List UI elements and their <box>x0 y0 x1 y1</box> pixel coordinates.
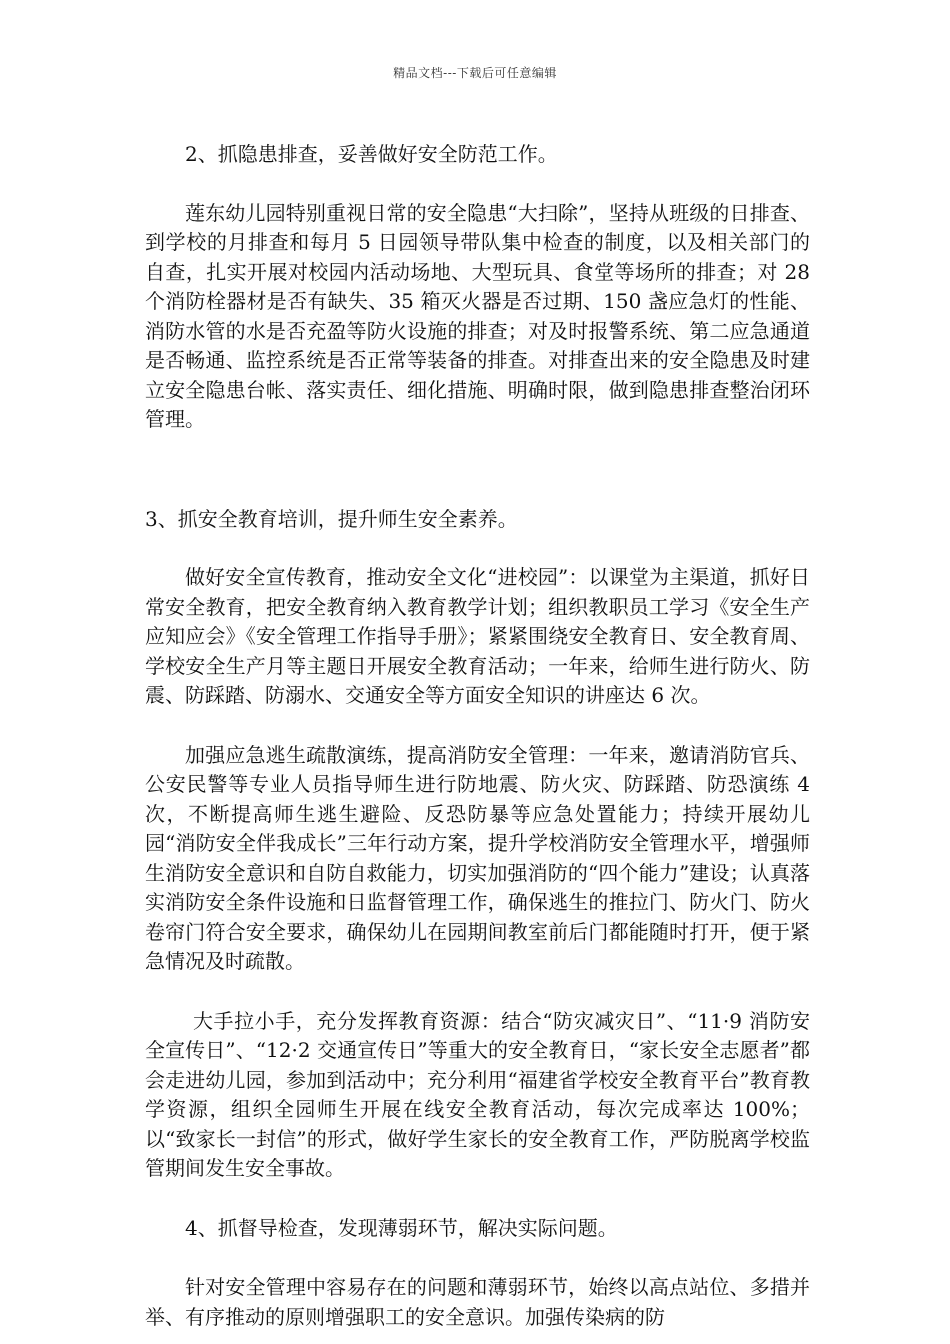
paragraph-evacuation-drills: 加强应急逃生疏散演练，提高消防安全管理：一年来，邀请消防官兵、公安民警等专业人员指导师生进行防地震、防火灾、防踩踏、防恐演练 4 次，不断提高师生逃生避险、反恐防暴等应急处置能力；持续开展幼儿园“消防安全伴我成长”三年行动方案，提升学校消防安全管理水平，增强师生消防安全意识和自防自救能力，切实加强消防的“四个能力”建设；认真落实消防安全条件设施和日监督管理工作，确保逃生的推拉门、防火门、防火卷帘门符合安全要求，确保幼儿在园期间教室前后门都能随时打开，便于紧急情况及时疏散。 <box>145 742 810 973</box>
paragraph-supervision: 针对安全管理中容易存在的问题和薄弱环节，始终以高点站位、多措并举、有序推动的原则增强职工的安全意识。加强传染病的防 <box>145 1275 810 1329</box>
document-watermark-header: 精品文档---下载后可任意编辑 <box>393 66 557 80</box>
section-heading-2: 2、抓隐患排查，妥善做好安全防范工作。 <box>185 142 558 166</box>
section-heading-3: 3、抓安全教育培训，提升师生安全素养。 <box>145 506 518 531</box>
paragraph-hazard-inspection: 莲东幼儿园特别重视日常的安全隐患“大扫除”，坚持从班级的日排查、到学校的月排查和每月 5 日园领导带队集中检查的制度，以及相关部门的自查，扎实开展对校园内活动场地、大型玩具、食堂等场所的排查；对 28 个消防栓器材是否有缺失、35 箱灭火器是否过期、150 盏应急灯的性能、消防水管的水是否充盈等防火设施的排查；对及时报警系统、第二应急通道是否畅通、监控系统是否正常等装备的排查。对排查出来的安全隐患及时建立安全隐患台帐、落实责任、细化措施、明确时限，做到隐患排查整治闭环管理。 <box>145 200 810 431</box>
paragraph-safety-publicity: 做好安全宣传教育，推动安全文化“进校园”：以课堂为主渠道，抓好日常安全教育，把安全教育纳入教育教学计划；组织教职员工学习《安全生产应知应会》《安全管理工作指导手册》；紧紧围绕安全教育日、安全教育周、学校安全生产月等主题日开展安全教育活动；一年来，给师生进行防火、防震、防踩踏、防溺水、交通安全等方面安全知识的讲座达 6 次。 <box>145 565 810 707</box>
paragraph-education-resources: 大手拉小手，充分发挥教育资源：结合“防灾减灾日”、“11·9 消防安全宣传日”、“12·2 交通宣传日”等重大的安全教育日，“家长安全志愿者”都会走进幼儿园，参加到活动中；充分利用“福建省学校安全教育平台”教育教学资源，组织全园师生开展在线安全教育活动，每次完成率达 100%；以“致家长一封信”的形式，做好学生家长的安全教育工作，严防脱离学校监管期间发生安全事故。 <box>145 1008 810 1180</box>
document-body <box>145 140 810 1332</box>
section-heading-4: 4、抓督导检查，发现薄弱环节，解决实际问题。 <box>185 1215 618 1240</box>
